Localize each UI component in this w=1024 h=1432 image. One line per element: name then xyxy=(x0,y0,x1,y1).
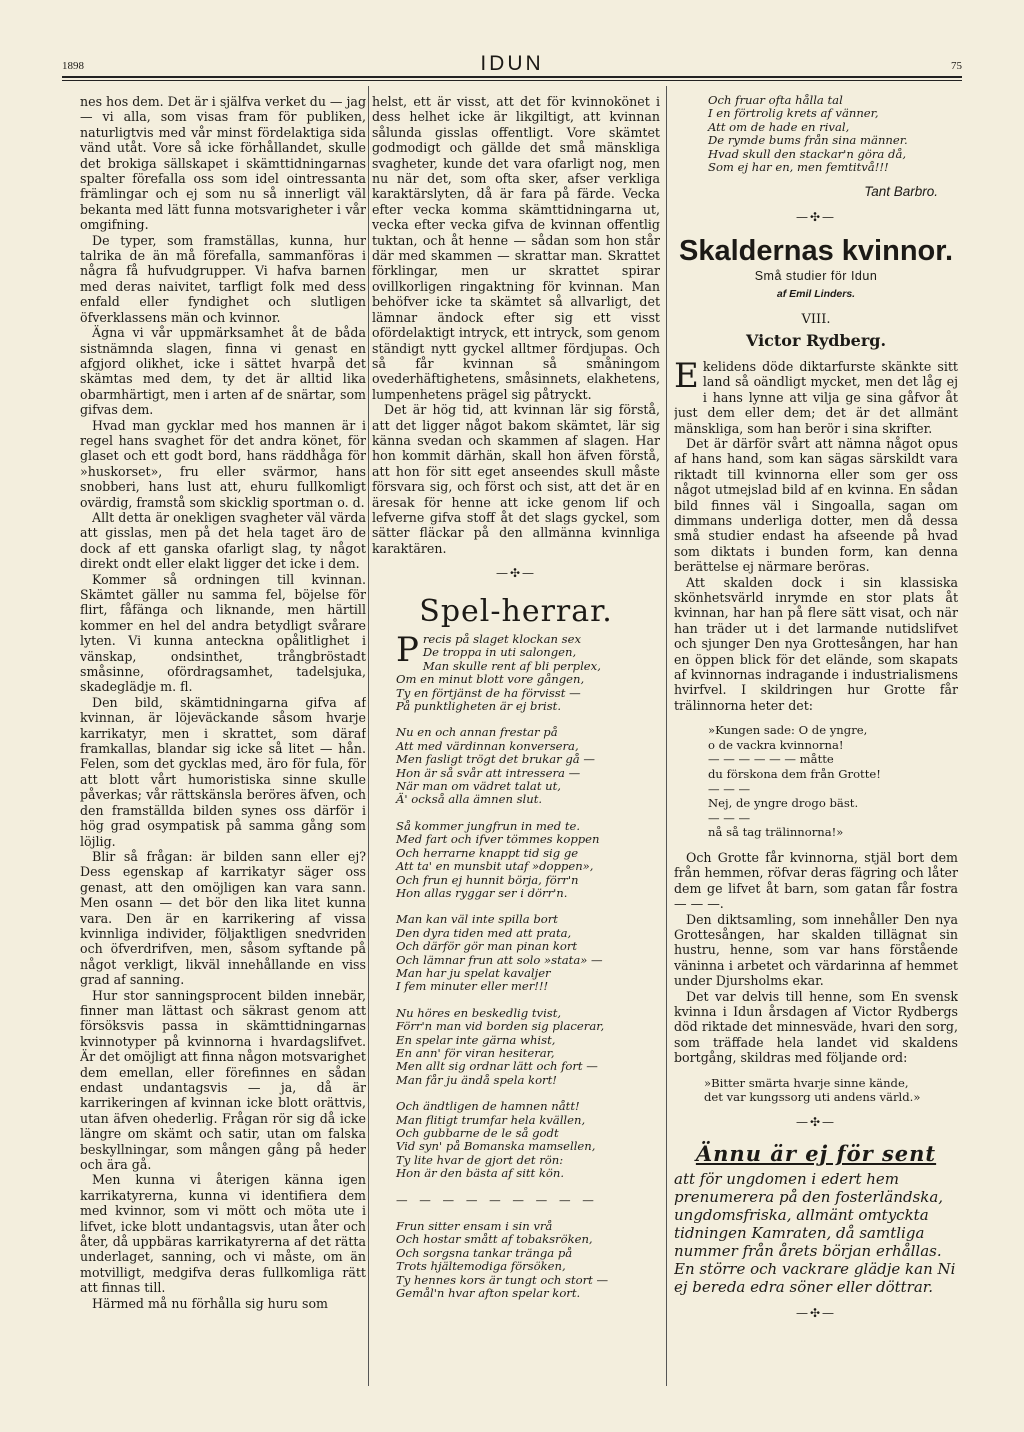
poem-line: En ann' för viran hesiterar, xyxy=(396,1045,555,1060)
paragraph: Kommer så ordningen till kvinnan. Skämtet gäller nu samma fel, böjelse för flirt, fåfänga och liknande, men härtill kommer en hel del andra betydligt svårare lyten. Vi kunna anteckna opålitlighet i vänskap, ondsinthet, trångbröstadt småsinne, ofördragsamhet, tadelsjuka, skadeglädje m. fl. xyxy=(80,571,366,695)
quote-line: det var kungssorg uti andens värld.» xyxy=(704,1090,921,1105)
paragraph: Men kunna vi återigen känna igen karrikatyrerna, kunna vi identifiera dem med kvinnor, som vi mött och möta ute i lifvet, icke blott undantagsvis, utan åter och åter, då uppbäras karrikatyrerna af det rätta underlaget, sanning, och vi måste, om än motvilligt, medgifva deras fullkomliga rätt att finnas till. xyxy=(80,1172,366,1296)
paragraph: Det är hög tid, att kvinnan lär sig förstå, att det ligger något bakom skämtet, lär sig känna svedan och skammen af slagen. Har hon kommit därhän, skall hon äfven förstå, att hon för sitt eget anseendes skull måste försvara sig, och först och sist, att det är en äresak för henne att icke genom lif och lefverne gifva stoff åt det slags gyckel, som sätter fläckar på den allmänna kvinnliga karaktären. xyxy=(372,402,660,556)
quote-block xyxy=(704,1076,958,1105)
poem-line: Ty en förtjänst de ha förvisst — xyxy=(396,685,581,700)
column-divider xyxy=(666,86,667,1386)
poem-line: Man flitigt trumfar hela kvällen, xyxy=(396,1112,586,1127)
paragraph: Hvad man gycklar med hos mannen är i regel hans svaghet för det andra könet, för glaset och ett godt bord, hans räddhåga för »huskorset», fru eller svärmor, hans snobberi, hans lust att, ehuru fullkomligt ovärdig, framstå som skicklig sportman o. d. xyxy=(80,417,366,510)
poem-line: Och frun ej hunnit börja, förr'n xyxy=(396,872,579,887)
poem-line: Hvad skull den stackar'n göra då, xyxy=(708,146,907,161)
article-number: VIII. xyxy=(801,312,831,328)
header-rule-thin xyxy=(62,80,962,81)
paragraph: Hur stor sanningsprocent bilden innebär, finner man lättast och säkrast genom att försöksvis passa in skämttidningarnas kvinnotyper på kvinnorna i hvardagslifvet. Är det omöjligt att finna någon motsvarighet dem emellan, eller förefinnes en sådan endast undantagsvis — ja, då är karrikeringen af kvinnan icke blott orättvis, utan äfven ohederlig. Frågan rör sig då icke längre om skämt och satir, utan om falska beskyllningar, som mången gång på heder och ära gå. xyxy=(80,987,366,1173)
article-subject: Victor Rydberg. xyxy=(745,331,887,351)
poem-line: Med fart och ifver tömmes koppen xyxy=(396,832,600,847)
poem-spel-herrar xyxy=(396,630,660,1301)
masthead-title: IDUN xyxy=(480,52,544,75)
quote-line: nå så tag trälinnorna!» xyxy=(708,825,844,840)
poem-line: Och hostar smått af tobaksröken, xyxy=(396,1232,593,1247)
poem-line: Man kan väl inte spilla bort xyxy=(396,912,558,927)
drop-cap: E xyxy=(674,355,699,396)
stanza xyxy=(396,630,660,714)
poem-line: I en förtrolig krets af vänner, xyxy=(708,106,879,121)
paragraph: Ägna vi vår uppmärksamhet åt de båda sistnämnda slagen, finna vi genast en afgjord olikhet, icke i sättet hvarpå det skämtas med dem, ty det är alltid lika obarmhärtigt, men i arten af de snärtar, som gifvas dem. xyxy=(80,325,366,418)
poem-line: De troppa in uti salongen, xyxy=(422,645,577,660)
poem-line: De rymde bums från sina männer. xyxy=(708,133,908,148)
column-2 xyxy=(372,94,660,1384)
quote-line: du förskona dem från Grotte! xyxy=(708,767,881,781)
poem-line: Och därför gör man pinan kort xyxy=(396,939,578,954)
poem-line: Den dyra tiden med att prata, xyxy=(396,925,572,940)
article-subtitle: Små studier för Idun xyxy=(754,269,878,284)
column-divider xyxy=(368,86,369,1386)
paragraph: Härmed må nu förhålla sig huru som xyxy=(92,1295,328,1311)
poem-line: Men allt sig ordnar lätt och fort — xyxy=(396,1059,598,1074)
poem-line: Och sorgsna tankar tränga på xyxy=(396,1245,573,1260)
ornament-divider: —✣— xyxy=(795,1114,837,1129)
column-1 xyxy=(80,94,366,1384)
poem-line: Trots hjältemodiga försöken, xyxy=(396,1259,566,1274)
drop-cap: P xyxy=(396,630,419,670)
paragraph: Den bild, skämtidningarna gifva af kvinnan, är löjeväckande såsom hvarje karrikatyr, men i skrattet, som däraf framkallas, blandar sig icke så litet — hån. Felen, som det gycklas med, äro för fula, för att blott vårt humoristiska sinne skulle påverkas; vår rättskänsla beröres äfven, och den framställda bilden synes oss därför i hög grad osympatisk på samma gång som löjlig. xyxy=(80,694,366,849)
poem-line: Hon allas ryggar ser i dörr'n. xyxy=(396,885,568,900)
poem-line: I fem minuter eller mer!!! xyxy=(396,979,549,994)
poem-line: När man om vädret talat ut, xyxy=(396,779,561,794)
poem-line: Om en minut blott vore gången, xyxy=(396,672,585,687)
quote-line: — — — — — — måtte xyxy=(708,752,834,767)
poem-line: Att med värdinnan konversera, xyxy=(396,738,579,753)
poem-line: Och lämnar frun att solo »stata» — xyxy=(396,952,603,967)
poem-line: Ty hennes kors är tungt och stort — xyxy=(396,1272,609,1287)
ornament-divider: —✣— xyxy=(795,209,837,224)
poem-line: Och fruar ofta hålla tal xyxy=(708,94,843,107)
paragraph: Den diktsamling, som innehåller Den nya Grottesången, har skalden tillägnat sin hustru, henne, som var hans förstående väninna i arbetet och värdarinna af hemmet under Djursholms ekar. xyxy=(674,911,958,989)
advert-text: att för ungdomen i edert hem prenumerera på den fosterländska, ungdomsfriska, allmänt omtyckta tidningen Kamraten, då samtliga nummer från årets början erhållas. En större och vackrare glädje kan Ni ej bereda edra söner eller döttrar. xyxy=(674,1169,956,1296)
article-title: Skaldernas kvinnor. xyxy=(678,235,953,268)
poem-line: Man skulle rent af bli perplex, xyxy=(422,658,601,673)
paragraph: nes hos dem. Det är i själfva verket du — jag — vi alla, som visas fram för publiken, naturligtvis med vår minst fördelaktiga sida vänd utåt. Vore så icke förhållandet, skulle det brokiga sällskapet i skämttidningarnas spalter förefalla oss som idel ointressanta främlingar och ej som nu så innerligt väl bekanta med lätt funna motsvarigheter i vår omgifning. xyxy=(80,94,366,233)
poem-line: Man får ju ändå spela kort! xyxy=(396,1072,557,1087)
stanza xyxy=(396,1100,660,1180)
stanza-separator: — — — — — — — — — xyxy=(396,1192,598,1207)
ornament-divider: —✣— xyxy=(495,566,537,581)
signature: Tant Barbro. xyxy=(864,184,938,200)
ornament-divider: —✣— xyxy=(795,1305,837,1320)
poem-line: Och herrarne knappt tid sig ge xyxy=(396,845,579,860)
paragraph: Att skalden dock i sin klassiska skönhetsvärld inrymde en stor plats åt kvinnan, har han på flere sätt visat, och när han träder ut i det larmande nutidslifvet och sjunger Den nya Grottesången, har han en öppen blick för det elände, som skapats af kvinnornas indragande i industrialismens hvirfvel. I skildringen hur Grotte får trälinnorna heter det: xyxy=(674,574,958,713)
column-3 xyxy=(674,94,958,1384)
stanza xyxy=(396,820,660,900)
paragraph: Allt detta är onekligen svagheter väl värda att gisslas, men på det hela taget äro de dock af ett ganska ofarligt slag, ty något direkt ondt eller elakt ligger det icke i dem. xyxy=(80,509,366,572)
paragraph: De typer, som framställas, kunna, hur talrika de än må förefalla, sammanföras i några få hufvudgrupper. Vi hafva barnen med deras naivitet, tarfligt folk med dess enfald eller fyndighet och slutligen öfverklassens män och kvinnor. xyxy=(80,232,366,325)
stanza xyxy=(396,726,660,806)
paragraph: Blir så frågan: är bilden sann eller ej? Dess egenskap af karrikatyr säger oss genast, att den omöjligen kan vara sann. Men osann — det bör den lika litet kunna vara. Den är en karrikering af vissa kvinnliga individer, följaktligen snedvriden och öfverdrifven, men, såsom syftande på något verkligt, likväl innehållande en viss grad af sanning. xyxy=(80,848,366,988)
paragraph: Och Grotte får kvinnorna, stjäl bort dem från hemmen, röfvar deras fägring och låter dem ge lifvet åt barn, som gatan får fostra — — —. xyxy=(674,849,958,912)
year: 1898 xyxy=(62,60,84,72)
stanza xyxy=(396,913,660,993)
poem-line: På punktligheten är ej brist. xyxy=(396,699,562,714)
poem-line: Och gubbarne de le så godt xyxy=(396,1126,559,1140)
poem-line: Hon är den bästa af sitt kön. xyxy=(396,1166,565,1181)
poem-line: Man har ju spelat kavaljer xyxy=(396,965,551,980)
paragraph xyxy=(674,355,958,436)
stanza xyxy=(396,1007,660,1087)
poem-line: Gemål'n hvar afton spelar kort. xyxy=(396,1286,581,1301)
advert-title: Ännu är ej för sent xyxy=(695,1141,937,1167)
article-author: af Emil Linders. xyxy=(776,287,856,300)
poem-line: Nu höres en beskedlig tvist, xyxy=(396,1005,562,1020)
poem-line: Frun sitter ensam i sin vrå xyxy=(396,1219,553,1234)
stanza xyxy=(396,1220,660,1300)
quote-line: »Bitter smärta hvarje sinne kände, xyxy=(704,1075,909,1090)
poem-line: Hon är så svår att intressera — xyxy=(396,765,581,780)
poem-line: Ty lite hvar de gjort det rön: xyxy=(396,1152,564,1167)
poem-line: Förr'n man vid borden sig placerar, xyxy=(396,1019,605,1034)
quote-block xyxy=(708,723,958,840)
poem-line: Att ta' en munsbit utaf »doppen», xyxy=(396,859,594,874)
quote-line: — — — xyxy=(708,810,751,825)
poem-line: Så kommer jungfrun in med te. xyxy=(396,818,581,833)
quote-line: — — — xyxy=(708,781,751,796)
quote-line: »Kungen sade: O de yngre, xyxy=(708,723,868,738)
poem-line: Vid syn' på Bomanska mamsellen, xyxy=(396,1139,596,1154)
quote-line: Nej, de yngre drogo bäst. xyxy=(708,796,859,811)
page-number: 75 xyxy=(951,60,962,72)
poem-line: Att om de hade en rival, xyxy=(708,119,850,134)
poem-title: Spel-herrar. xyxy=(419,593,613,629)
paragraph-text: kelidens döde diktarfurste skänkte sitt land så oändligt mycket, men det låg ej i hans lynne att vilja ge sina gåfvor åt just dem eller dem; det är det allmänt mänskliga, som han berör i sina skrifter. xyxy=(674,358,958,436)
quote-line: o de vackra kvinnorna! xyxy=(708,737,844,752)
poem-ending xyxy=(708,94,958,174)
poem-line: Ä' också alla ämnen slut. xyxy=(396,792,543,807)
paragraph: Det är därför svårt att nämna något opus af hans hand, som kan sägas särskildt vara riktadt till kvinnorna eller som ger oss något utmejslad bild af en kvinna. En sådan bild finnes väl i Singoalla, sagan om dimmans underliga dotter, men då dessa små studier endast ha afseende på hvad som diktats i bunden form, kan denna berättelse ej närmare beröras. xyxy=(674,435,958,575)
poem-line: Nu en och annan frestar på xyxy=(396,725,558,740)
paragraph: helst, ett är visst, att det för kvinnokönet i dess helhet icke är likgiltigt, att kvinnan sålunda gisslas offentligt. Vore skämtet godmodigt och gällde det små mänskliga svagheter, kunde det vara ofarligt nog, men nu när det, som ofta sker, afser verkliga karaktärslyten, då är fara på färde. Vecka efter vecka komma skämttidningarna ut, vecka efter vecka gifva de kvinnan offentlig tuktan, och åt henne — sådan som hon står där med skammen — skrattar man. Skrattet förklingar, men ur skrattet spirar ovillkorligen ringaktning för kvinnan. Man behöfver icke ta skämtet så allvarligt, det lämnar ändock efter sig ett visst ofördelaktigt intryck, ett intryck, som genom ständigt nytt gyckel alltmer fördjupas. Och så får kvinnan så småningom ovederhäftighetens, småsinnets, elakhetens, lumpenhetens prägel sig påtryckt. xyxy=(372,94,660,402)
header-rule xyxy=(62,76,962,78)
poem-line: En spelar inte gärna whist, xyxy=(396,1032,556,1047)
poem-line: Och ändtligen de hamnen nått! xyxy=(396,1099,580,1114)
poem-line: Men fasligt trögt det brukar gå — xyxy=(396,752,596,767)
poem-line: recis på slaget klockan sex xyxy=(422,632,581,646)
poem-line: Som ej har en, men femtitvå!!! xyxy=(708,160,889,175)
paragraph: Det var delvis till henne, som En svensk kvinna i Idun årsdagen af Victor Rydbergs död riktade det minnesväde, hvari den sorg, som träffade hela landet vid skaldens bortgång, skildras med följande ord: xyxy=(674,988,958,1066)
